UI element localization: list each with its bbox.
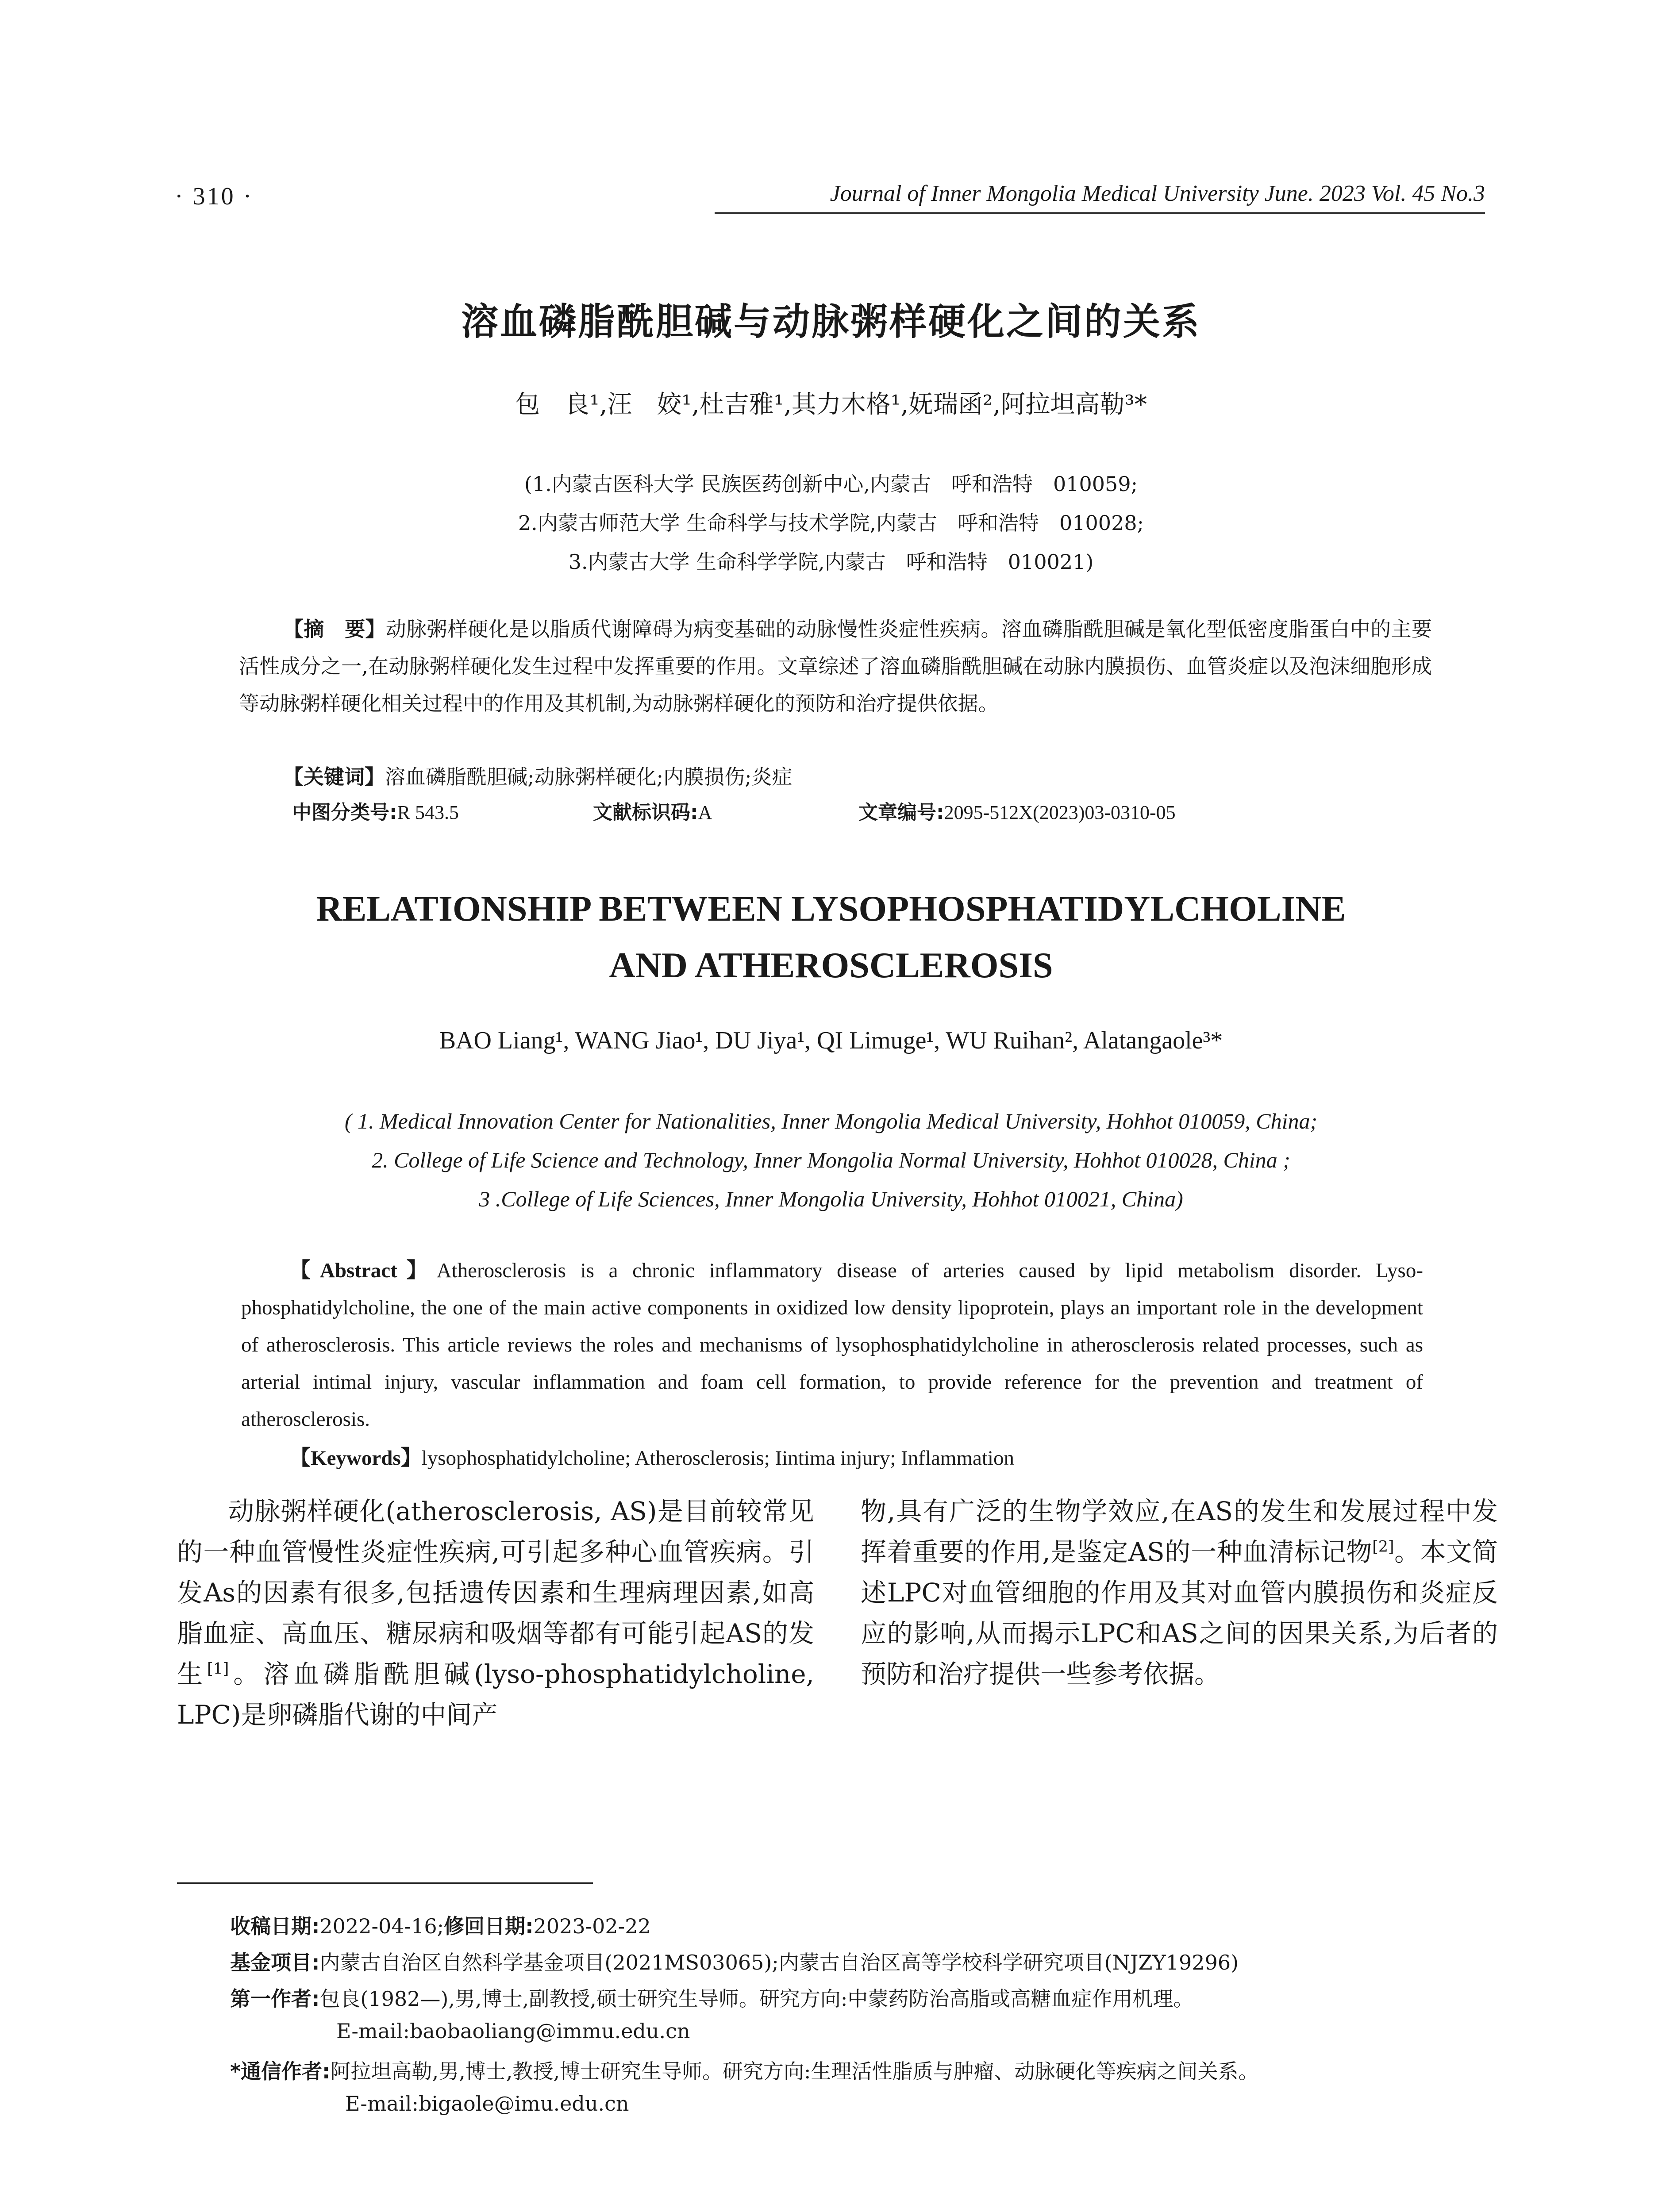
- footnote-first-author: 第一作者:包良(1982—),男,博士,副教授,硕士研究生导师。研究方向:中蒙药防治高脂或高糖血症作用机理。: [230, 1987, 1194, 2011]
- authors-english: BAO Liang¹, WANG Jiao¹, DU Jiya¹, QI Limuge¹, WU Ruihan², Alatangaole³*: [439, 1027, 1223, 1054]
- affiliation-cn-2: 2.内蒙古师范大学 生命科学与技术学院,内蒙古 呼和浩特 010028;: [518, 511, 1144, 535]
- keywords-en-label: 【Keywords】: [290, 1447, 422, 1470]
- keywords-cn-label: 【关键词】: [283, 765, 385, 789]
- journal-header: Journal of Inner Mongolia Medical University June. 2023 Vol. 45 No.3: [830, 181, 1485, 206]
- affiliation-en-1: ( 1. Medical Innovation Center for Nationalities, Inner Mongolia Medical University, Hohhot 010059, China;: [344, 1109, 1318, 1133]
- footnote-dates: 收稿日期:2022-04-16;修回日期:2023-02-22: [230, 1914, 651, 1938]
- abstract-cn-text: 动脉粥样硬化是以脂质代谢障碍为病变基础的动脉慢性炎症性疾病。溶血磷脂酰胆碱是氧化型低密度脂蛋白中的主要活性成分之一,在动脉粥样硬化发生过程中发挥重要的作用。文章综述了溶血磷脂酰胆碱在动脉内膜损伤、血管炎症以及泡沫细胞形成等动脉粥样硬化相关过程中的作用及其机制,为动脉粥样硬化的预防和治疗提供依据。: [239, 617, 1432, 715]
- clc-number: 中图分类号:R 543.5: [292, 801, 459, 824]
- footnote-rule: [177, 1882, 593, 1884]
- abstract-en-label: 【Abstract】: [290, 1259, 437, 1282]
- affiliation-cn-3: 3.内蒙古大学 生命科学学院,内蒙古 呼和浩特 010021): [568, 550, 1094, 574]
- title-chinese: 溶血磷脂酰胆碱与动脉粥样硬化之间的关系: [461, 300, 1201, 343]
- keywords-english: [290, 1441, 1014, 1471]
- affiliation-cn-1: (1.内蒙古医科大学 民族医药创新中心,内蒙古 呼和浩特 010059;: [524, 472, 1138, 496]
- affiliation-en-2: 2. College of Life Science and Technology, Inner Mongolia Normal University, Hohhot 010028, China ;: [372, 1148, 1290, 1172]
- abstract-cn-label: 【摘 要】: [283, 617, 386, 641]
- footnote-fund: 基金项目:内蒙古自治区自然科学基金项目(2021MS03065);内蒙古自治区高等学校科学研究项目(NJZY19296): [230, 1951, 1239, 1974]
- article-number: 文章编号:2095-512X(2023)03-0310-05: [858, 801, 1176, 824]
- body-column-left: 动脉粥样硬化(atherosclerosis, AS)是目前较常见的一种血管慢性炎症性疾病,可引起多种心血管疾病。引发As的因素有很多,包括遗传因素和生理病理因素,如高脂血症、高血压、糖尿病和吸烟等都有可能引起AS的发生[1]。溶血磷脂酰胆碱(lyso-phosphatidylcholine, LPC)是卵磷脂代谢的中间产: [177, 1496, 814, 1730]
- keywords-chinese: [283, 761, 793, 790]
- citation-2[interactable]: [2]: [1372, 1538, 1394, 1556]
- document-code: 文献标识码:A: [593, 801, 712, 824]
- header-rule: [715, 212, 1485, 214]
- abstract-english: [241, 1252, 1423, 1438]
- citation-1[interactable]: [1]: [207, 1660, 229, 1678]
- title-en-line-2: AND ATHEROSCLEROSIS: [609, 945, 1053, 985]
- authors-chinese: 包 良¹,汪 姣¹,杜吉雅¹,其力木格¹,妩瑞函²,阿拉坦高勒³*: [515, 390, 1147, 419]
- body-column-right: 物,具有广泛的生物学效应,在AS的发生和发展过程中发挥着重要的作用,是鉴定AS的一种血清标记物[2]。本文简述LPC对血管细胞的作用及其对血管内膜损伤和炎症反应的影响,从而揭示LPC和AS之间的因果关系,为后者的预防和治疗提供一些参考依据。: [861, 1496, 1498, 1689]
- corresponding-author-email[interactable]: E-mail:bigaole@imu.edu.cn: [345, 2092, 629, 2116]
- affiliation-en-3: 3 .College of Life Sciences, Inner Mongolia University, Hohhot 010021, China): [479, 1187, 1183, 1211]
- footnote-corresponding-author: *通信作者:阿拉坦高勒,男,博士,教授,博士研究生导师。研究方向:生理活性脂质与肿瘤、动脉硬化等疾病之间关系。: [230, 2059, 1259, 2083]
- keywords-cn-text: 溶血磷脂酰胆碱;动脉粥样硬化;内膜损伤;炎症: [385, 765, 793, 789]
- abstract-en-text: Atherosclerosis is a chronic inflammatory disease of arteries caused by lipid metabolism disorder. Lyso-phosphatidylcholine, the one of the main active components in oxidized low density lipoprotein, plays an important role in the development of atherosclerosis. This article reviews the roles and mechanisms of lysophosphatidylcholine in atherosclerosis related processes, such as arterial intimal injury, vascular inflammation and foam cell formation, to provide reference for the prevention and treatment of atherosclerosis.: [241, 1259, 1423, 1431]
- abstract-chinese: [239, 611, 1432, 722]
- page-number: · 310 ·: [175, 183, 254, 210]
- title-en-line-1: RELATIONSHIP BETWEEN LYSOPHOSPHATIDYLCHOLINE: [316, 888, 1346, 929]
- affiliations-english: [0, 1102, 1662, 1218]
- keywords-en-text: lysophosphatidylcholine; Atherosclerosis; Iintima injury; Inflammation: [421, 1447, 1014, 1470]
- first-author-email[interactable]: E-mail:baobaoliang@immu.edu.cn: [336, 2019, 690, 2043]
- title-english: [0, 880, 1662, 994]
- affiliations-chinese: [0, 465, 1662, 581]
